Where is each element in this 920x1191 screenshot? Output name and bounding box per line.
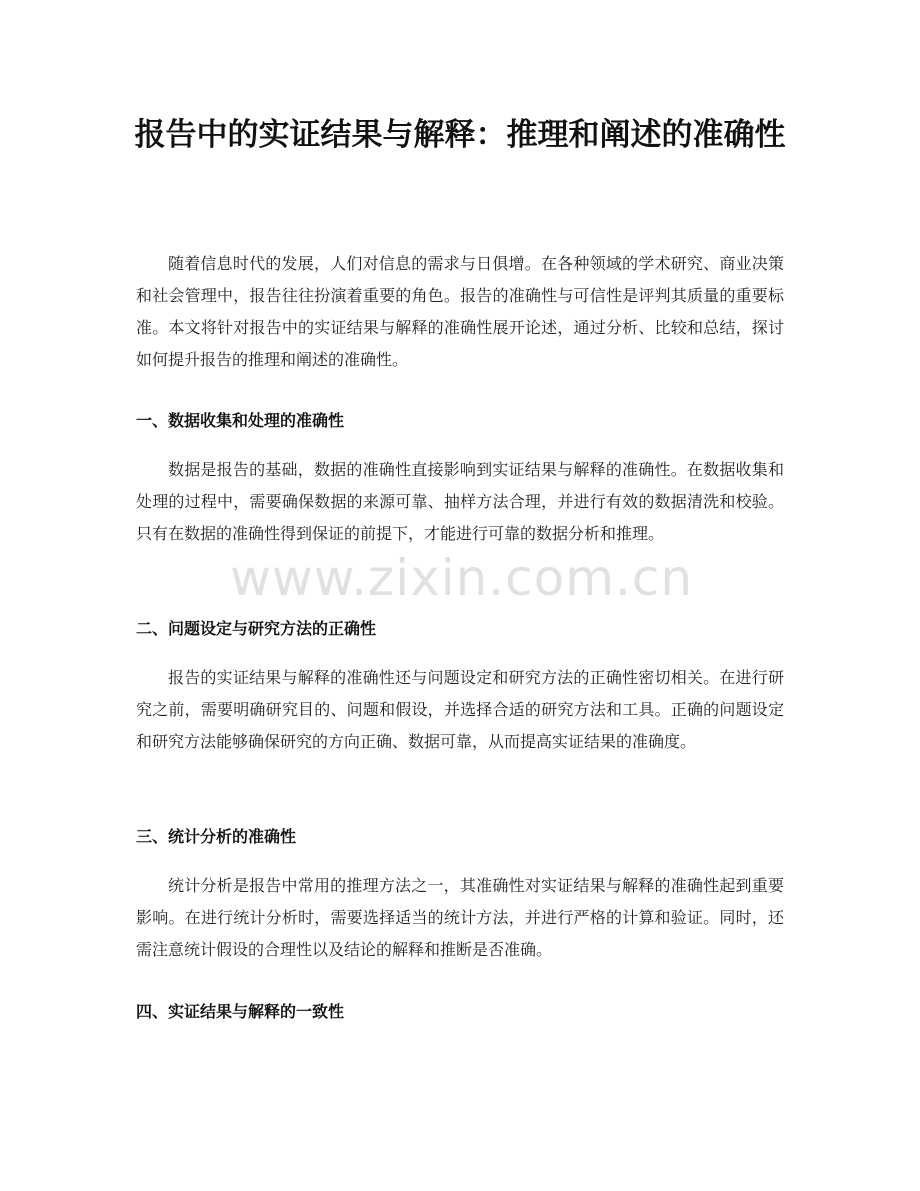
section-1-heading: 一、数据收集和处理的准确性 (136, 411, 345, 430)
section-3-heading: 三、统计分析的准确性 (136, 827, 297, 846)
section-2-paragraph: 报告的实证结果与解释的准确性还与问题设定和研究方法的正确性密切相关。在进行研究之前，需要明确研究目的、问题和假设，并选择合适的研究方法和工具。正确的问题设定和研究方法能够确保研究的方向正确、数据可靠，从而提高实证结果的准确度。 (136, 668, 784, 751)
section-4-heading: 四、实证结果与解释的一致性 (136, 1002, 345, 1021)
intro-paragraph: 随着信息时代的发展，人们对信息的需求与日俱增。在各种领域的学术研究、商业决策和社会管理中，报告往往扮演着重要的角色。报告的准确性与可信性是评判其质量的重要标准。本文将针对报告中的实证结果与解释的准确性展开论述，通过分析、比较和总结，探讨如何提升报告的推理和阐述的准确性。 (136, 254, 784, 369)
section-2-heading: 二、问题设定与研究方法的正确性 (136, 619, 377, 638)
document-title: 报告中的实证结果与解释：推理和阐述的准确性 (134, 117, 786, 153)
watermark-text: www.zixin.com.cn (230, 549, 694, 607)
section-1-paragraph: 数据是报告的基础，数据的准确性直接影响到实证结果与解释的准确性。在数据收集和处理的过程中，需要确保数据的来源可靠、抽样方法合理，并进行有效的数据清洗和校验。只有在数据的准确性得到保证的前提下，才能进行可靠的数据分析和推理。 (136, 460, 784, 543)
section-3-paragraph: 统计分析是报告中常用的推理方法之一，其准确性对实证结果与解释的准确性起到重要影响。在进行统计分析时，需要选择适当的统计方法，并进行严格的计算和验证。同时，还需注意统计假设的合理性以及结论的解释和推断是否准确。 (136, 876, 784, 959)
